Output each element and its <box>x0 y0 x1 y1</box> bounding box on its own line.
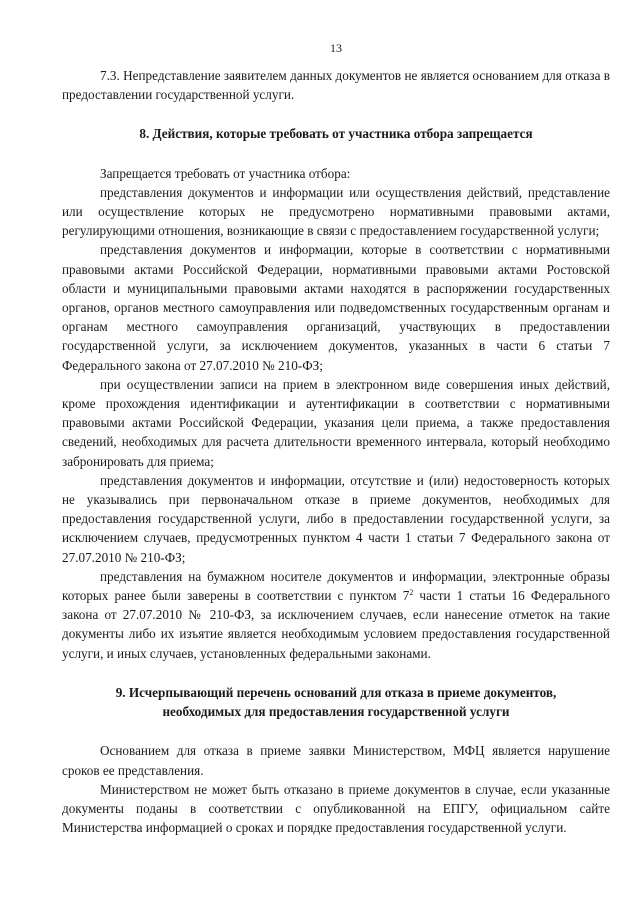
section-8-item-4: представления документов и информации, отсутствие и (или) недостоверность которых не указывались при первоначальном отказе в приеме документов, необходимых для предоставления государственной услуги, либо в предоставлении государственной услуги, за исключением случаев, предусмотренных пунктом 4 части 1 статьи 7 Федерального закона от 27.07.2010 № 210-ФЗ; <box>62 472 610 565</box>
section-8-intro: Запрещается требовать от участника отбора: <box>100 165 351 181</box>
section-8-item-3: при осуществлении записи на прием в электронном виде совершения иных действий, кроме прохождения идентификации и аутентификации в соответствии с нормативными правовыми актами Российской Федерации, указания цели приема, а также предоставления сведений, необходимых для расчета длительности временного интервала, который необходимо забронировать для приема; <box>62 376 610 469</box>
section-8-heading: 8. Действия, которые требовать от участника отбора запрещается <box>139 126 533 142</box>
section-8-item-5 <box>62 567 610 663</box>
page-number: 13 <box>330 41 342 55</box>
section-9-paragraph-1: Основанием для отказа в приеме заявки Министерством, МФЦ является нарушение сроков ее представления. <box>62 743 610 778</box>
section-9-heading <box>62 683 610 721</box>
section-8-item-5-text-a: представления на бумажном носителе документов и информации, электронные образы которых ранее были заверены в соответствии с пунктом 7 <box>62 568 610 604</box>
section-8-item-5-text-b: части 1 статьи 16 Федерального закона от 27.07.2010 № 210-ФЗ, за исключением случаев, если нанесение отметок на такие документы либо их изъятие является необходимым условием предоставления государственной услуги, и иных случаев, установленных федеральными законами. <box>62 588 610 661</box>
section-8-item-1: представления документов и информации или осуществления действий, представление или осуществление которых не предусмотрено нормативными правовыми актами, регулирующими отношения, возникающие в связи с предоставлением государственной услуги; <box>62 184 610 239</box>
section-8-item-5-superscript: 2 <box>409 588 414 598</box>
section-9-paragraph-2: Министерством не может быть отказано в приеме документов в случае, если указанные документы поданы в соответствии с опубликованной на ЕПГУ, официальном сайте Министерства информацией о сроках и порядке предоставления государственной услуги. <box>62 781 610 836</box>
section-9-heading-line-2: необходимых для предоставления государственной услуги <box>162 704 510 720</box>
section-9-heading-line-1: 9. Исчерпывающий перечень оснований для отказа в приеме документов, <box>115 684 557 700</box>
paragraph-7-3: 7.3. Непредставление заявителем данных документов не является основанием для отказа в предоставлении государственной услуги. <box>62 68 610 103</box>
section-8-item-2: представления документов и информации, которые в соответствии с нормативными правовыми актами Российской Федерации, нормативными правовыми актами Ростовской области и муниципальными правовыми актами находятся в распоряжении государственных органов, органов местного самоуправления или подведомственных государственным органам и органам местного самоуправления организаций, участвующих в предоставлении государственной услуги, за исключением документов, указанных в части 6 статьи 7 Федерального закона от 27.07.2010 № 210-ФЗ; <box>62 242 610 373</box>
page-content <box>62 66 610 837</box>
